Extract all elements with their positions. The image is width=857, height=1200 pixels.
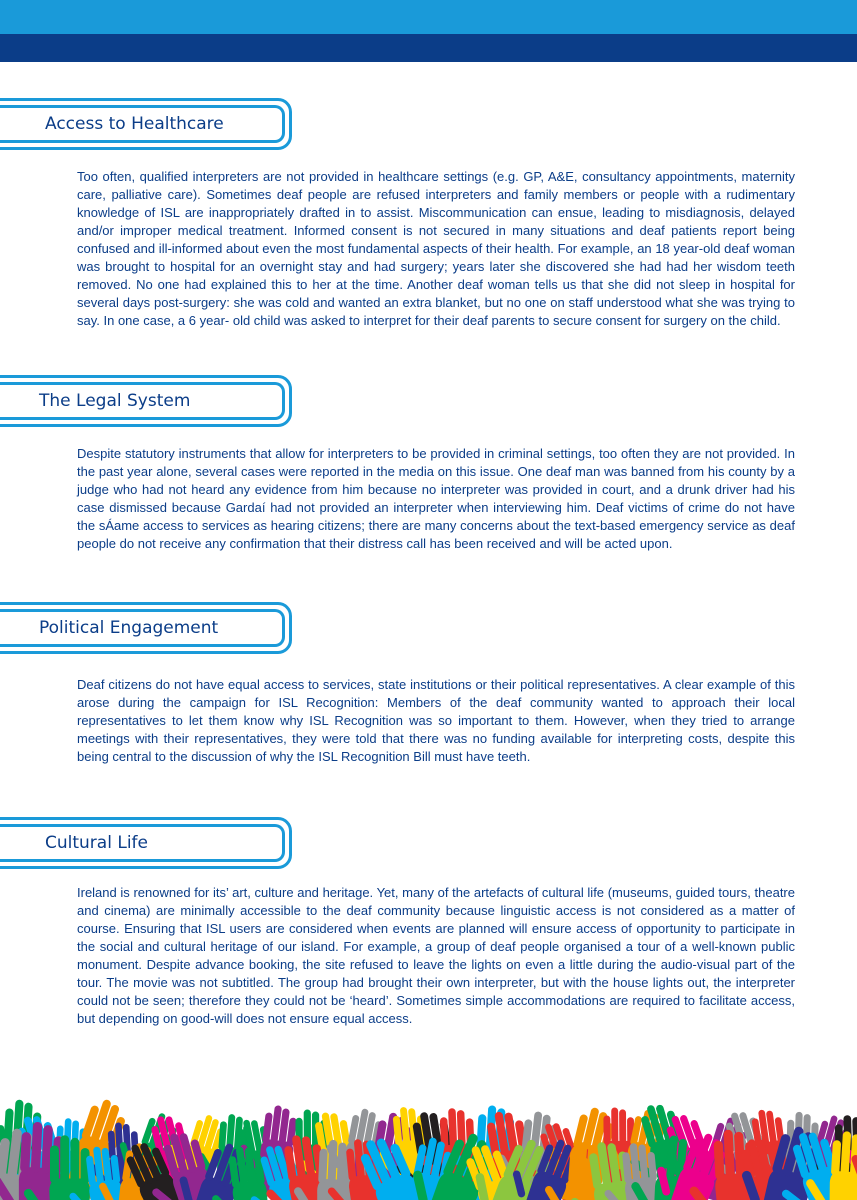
- hands-group: [0, 1087, 857, 1200]
- header-band-dark: [0, 34, 857, 62]
- raised-hands-illustration: [0, 1080, 857, 1200]
- section-heading-healthcare: Access to Healthcare: [45, 114, 224, 134]
- section-heading-political: Political Engagement: [39, 618, 219, 638]
- section-body-legal: Despite statutory instruments that allow for interpreters to be provided in criminal settings, too often they are not provided. In the past year alone, several cases were reported in the media on this issue. One deaf man was banned from his county by a judge who had not heard any evidence from him because no interpreter was provided in court, and a drunk driver had his case dismissed because Gardaí had not provided an interpreter when interviewing him. Deaf victims of crime do not have the sÁame access to services as hearing citizens; there are many concerns about the text-based emergency service as deaf people do not receive any confirmation that their distress call has been received and will be acted upon.: [77, 446, 795, 551]
- header-band-light: [0, 0, 857, 34]
- section-body-healthcare: Too often, qualified interpreters are not provided in healthcare settings (e.g. GP, A&E, consultancy appointments, maternity care, palliative care). Sometimes deaf people are refused interpreters and family members or people with a rudimentary knowledge of ISL are inappropriately drafted in to assist. Miscommunication can ensue, leading to misdiagnosis, delayed and/or improper medical treatment. Informed consent is not secured in many situations and deaf patients report being confused and ill-informed about even the most fundamental aspects of their health. For example, an 18 year-old deaf woman was brought to hospital for an overnight stay and had surgery; years later she discovered she had had her wisdom teeth removed. No one had explained this to her at the time. Another deaf woman tells us that she did not sleep in hospital for several days post-surgery: she was cold and wanted an extra blanket, but no one on staff understood what she was trying to say. In one case, a 6 year- old child was asked to interpret for their deaf parents to secure consent for surgery on the child.: [77, 169, 795, 328]
- section-body-cultural: Ireland is renowned for its’ art, culture and heritage. Yet, many of the artefacts of cultural life (museums, guided tours, theatre and cinema) are minimally accessible to the deaf community because linguistic access is not considered as a matter of course. Ensuring that ISL users are considered when events are planned will ensure access of opportunity to participate in the social and cultural heritage of our island. For example, a group of deaf people organised a tour of a well-known public monument. Despite advance booking, the site refused to leave the lights on even a little during the audio-visual part of the tour. The movie was not subtitled. The group had brought their own interpreter, but with the house lights out, the interpreter could not be seen; therefore they could not be ‘heard’. Sometimes simple accommodations are required to facilitate access, but depending on good-will does not ensure equal access.: [77, 885, 795, 1026]
- section-heading-cultural: Cultural Life: [45, 833, 148, 853]
- section-body-political: Deaf citizens do not have equal access to services, state institutions or their political representatives. A clear example of this arose during the campaign for ISL Recognition: Members of the deaf community wanted to approach their local representatives to let them know why ISL Recognition was so important to them. However, when they tried to arrange meetings with their representatives, they were told that there was no funding available for interpreting costs, despite this being central to the discussion of why the ISL Recognition Bill must have teeth.: [77, 677, 795, 764]
- section-heading-legal: The Legal System: [39, 391, 191, 411]
